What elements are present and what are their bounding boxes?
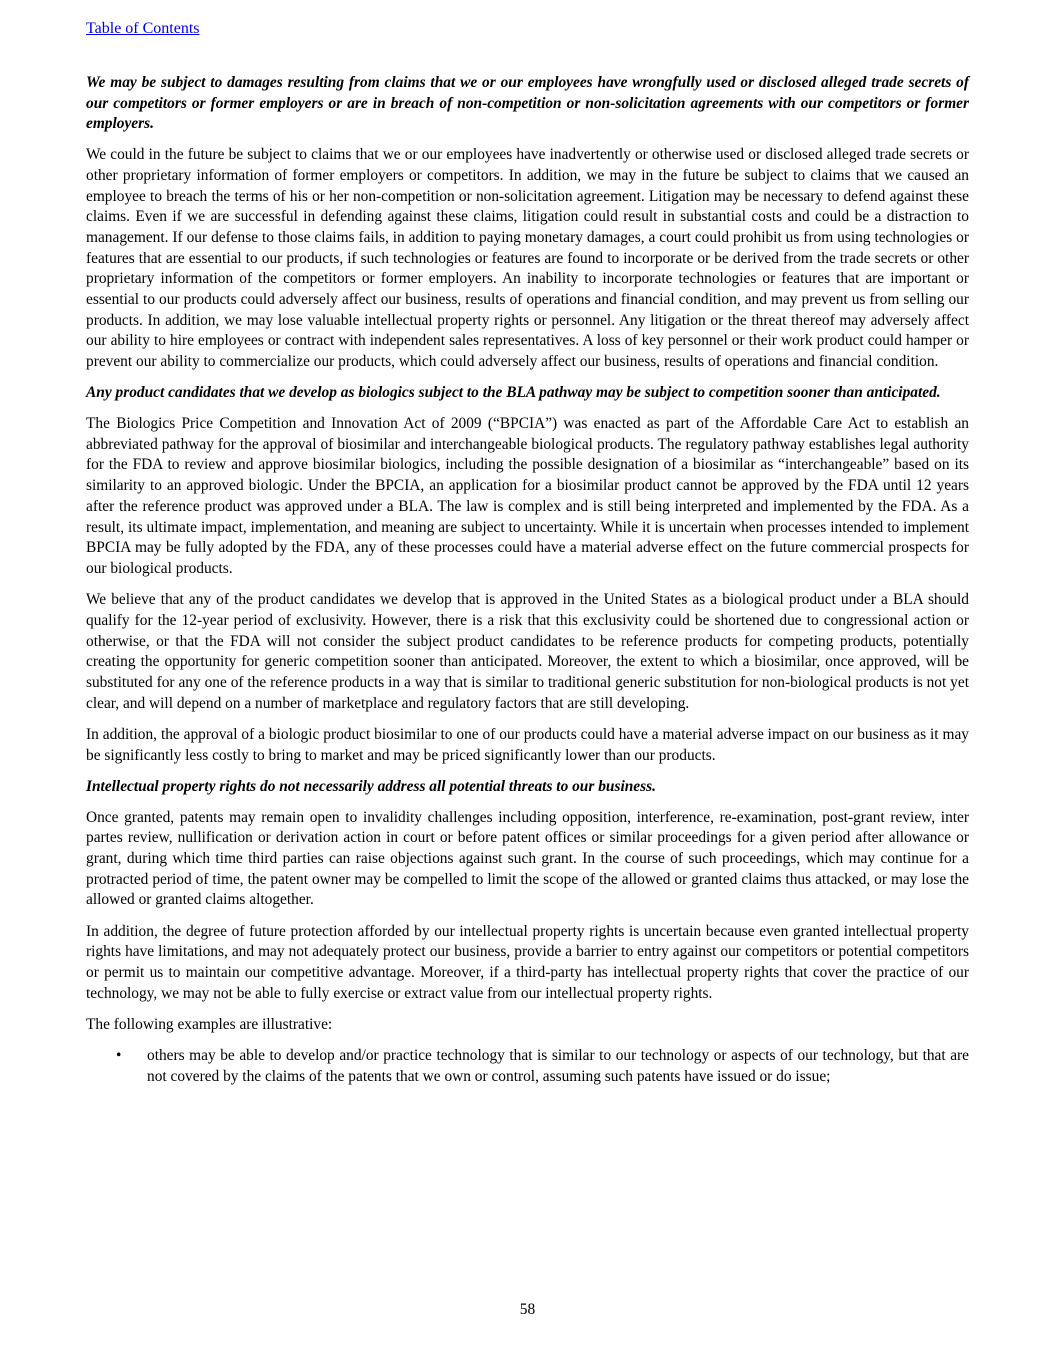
section-heading-ip-rights: Intellectual property rights do not necessarily address all potential threats to our business. (86, 777, 656, 795)
paragraph-biosimilar-impact: In addition, the approval of a biologic product biosimilar to one of our products could have a material adverse impact on our business as it may be significantly less costly to bring to market and may be priced significantly lower than our products. (86, 725, 969, 764)
section-heading-trade-secrets: We may be subject to damages resulting from claims that we or our employees have wrongfully used or disclosed alleged trade secrets of our competitors or former employers or are in breach of non-competition or non-solicitation agreements with our competitors or former employers. (86, 74, 969, 133)
paragraph-exclusivity: We believe that any of the product candidates we develop that is approved in the United States as a biological product under a BLA should qualify for the 12-year period of exclusivity. However, there is a risk that this exclusivity could be shortened due to congressional action or otherwise, or that the FDA will not consider the subject product candidates to be reference products for competing products, potentially creating the opportunity for generic competition sooner than anticipated. Moreover, the extent to which a biosimilar, once approved, will be substituted for any one of the reference products in a way that is similar to traditional generic substitution for non-biological products is not yet clear, and will depend on a number of marketplace and regulatory factors that are still developing. (86, 591, 969, 712)
paragraph-ip-protection: In addition, the degree of future protection afforded by our intellectual property rights is uncertain because even granted intellectual property rights have limitations, and may not adequately protect our business, provide a barrier to entry against our competitors or potential competitors or permit us to maintain our competitive advantage. Moreover, if a third-party has intellectual property rights that cover the practice of our technology, we may not be able to fully exercise or extract value from our intellectual property rights. (86, 922, 969, 1002)
document-body (86, 73, 969, 1087)
list-item-text: others may be able to develop and/or practice technology that is similar to our technology or aspects of our technology, but that are not covered by the claims of the patents that we own or control, assuming such patents have issued or do issue; (147, 1047, 969, 1085)
paragraph-trade-secrets-claims: We could in the future be subject to claims that we or our employees have inadvertently or otherwise used or disclosed alleged trade secrets or other proprietary information of former employers or competitors. In addition, we may in the future be subject to claims that we caused an employee to breach the terms of his or her non-competition or non-solicitation agreement. Litigation may be necessary to defend against these claims. Even if we are successful in defending against these claims, litigation could result in substantial costs and could be a distraction to management. If our defense to those claims fails, in addition to paying monetary damages, a court could prohibit us from using technologies or features that are essential to our products, if such technologies or features are found to incorporate or be derived from the trade secrets or other proprietary information of the competitors or former employers. An inability to incorporate technologies or features that are important or essential to our products could adversely affect our business, results of operations and financial condition, and may prevent us from selling our products. In addition, we may lose valuable intellectual property rights or personnel. Any litigation or the threat thereof may adversely affect our ability to hire employees or contract with independent sales representatives. A loss of key personnel or their work product could hamper or prevent our ability to commercialize our products, which could adversely affect our business, results of operations and financial condition. (86, 146, 969, 371)
table-of-contents-link[interactable]: Table of Contents (86, 20, 200, 37)
paragraph-patent-challenges: Once granted, patents may remain open to invalidity challenges including opposition, interference, re-examination, post-grant review, inter partes review, nullification or derivation action in court or before patent offices or similar proceedings for a given period after allowance or grant, during which time third parties can raise objections against such grant. In the course of such proceedings, which may continue for a protracted period of time, the patent owner may be compelled to limit the scope of the allowed or granted claims thus attacked, or may lose the allowed or granted claims altogether. (86, 808, 969, 909)
list-item (86, 1046, 969, 1087)
bullet-icon: • (116, 1047, 122, 1065)
paragraph-bpcia: The Biologics Price Competition and Innovation Act of 2009 (“BPCIA”) was enacted as part of the Affordable Care Act to establish an abbreviated pathway for the approval of biosimilar and interchangeable biological products. The regulatory pathway establishes legal authority for the FDA to review and approve biosimilar biologics, including the possible designation of a biosimilar as “interchangeable” based on its similarity to an approved biologic. Under the BPCIA, an application for a biosimilar product cannot be approved by the FDA until 12 years after the reference product was approved under a BLA. The law is complex and is still being interpreted and implemented by the FDA. As a result, its ultimate impact, implementation, and meaning are subject to uncertainty. While it is uncertain when processes intended to implement BPCIA may be fully adopted by the FDA, any of these processes could have a material adverse effect on the future commercial prospects for our biological products. (86, 415, 969, 577)
page-number: 58 (519, 1301, 536, 1318)
section-heading-bla-pathway: Any product candidates that we develop as biologics subject to the BLA pathway may be subject to competition sooner than anticipated. (86, 384, 941, 402)
paragraph-examples-intro: The following examples are illustrative: (86, 1015, 333, 1033)
